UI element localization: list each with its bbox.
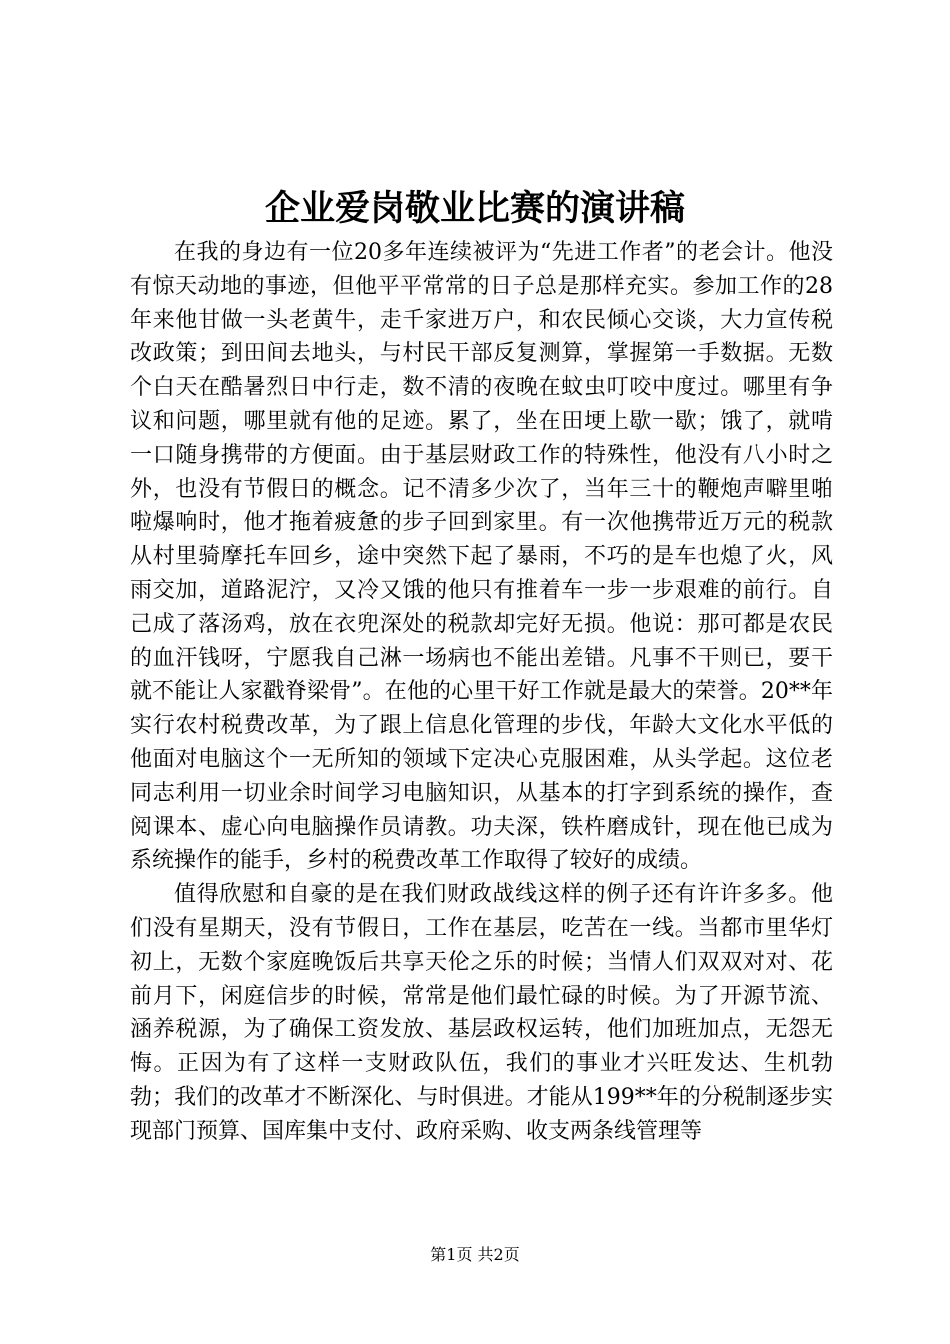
page-number: 第1页 共2页 [430, 1245, 520, 1264]
document-body [130, 236, 833, 1149]
document-title: 企业爱岗敬业比赛的演讲稿 [264, 188, 685, 229]
paragraph: 在我的身边有一位20多年连续被评为“先进工作者”的老会计。他没有惊天动地的事迹，但他平平常常的日子总是那样充实。参加工作的28年来他甘做一头老黄牛，走千家进万户，和农民倾心交谈，大力宣传税改政策；到田间去地头，与村民干部反复测算，掌握第一手数据。无数个白天在酷暑烈日中行走，数不清的夜晚在蚊虫叮咬中度过。哪里有争议和问题，哪里就有他的足迹。累了，坐在田埂上歇一歇；饿了，就啃一口随身携带的方便面。由于基层财政工作的特殊性，他没有八小时之外，也没有节假日的概念。记不清多少次了，当年三十的鞭炮声噼里啪啦爆响时，他才拖着疲惫的步子回到家里。有一次他携带近万元的税款从村里骑摩托车回乡，途中突然下起了暴雨，不巧的是车也熄了火，风雨交加，道路泥泞，又冷又饿的他只有推着车一步一步艰难的前行。自己成了落汤鸡，放在衣兜深处的税款却完好无损。他说：那可都是农民的血汗钱呀，宁愿我自己淋一场病也不能出差错。凡事不干则已，要干就不能让人家戳脊梁骨”。在他的心里干好工作就是最大的荣誉。20**年实行农村税费改革，为了跟上信息化管理的步伐，年龄大文化水平低的他面对电脑这个一无所知的领域下定决心克服困难，从头学起。这位老同志利用一切业余时间学习电脑知识，从基本的打字到系统的操作，查阅课本、虚心向电脑操作员请教。功夫深，铁杵磨成针，现在他已成为系统操作的能手，乡村的税费改革工作取得了较好的成绩。 [130, 240, 833, 874]
paragraph: 值得欣慰和自豪的是在我们财政战线这样的例子还有许许多多。他们没有星期天，没有节假日，工作在基层，吃苦在一线。当都市里华灯初上，无数个家庭晚饭后共享天伦之乐的时候；当情人们双双对对、花前月下，闲庭信步的时候，常常是他们最忙碌的时候。为了开源节流、涵养税源，为了确保工资发放、基层政权运转，他们加班加点，无怨无悔。正因为有了这样一支财政队伍，我们的事业才兴旺发达、生机勃勃；我们的改革才不断深化、与时俱进。才能从199**年的分税制逐步实现部门预算、国库集中支付、政府采购、收支两条线管理等 [130, 882, 833, 1144]
